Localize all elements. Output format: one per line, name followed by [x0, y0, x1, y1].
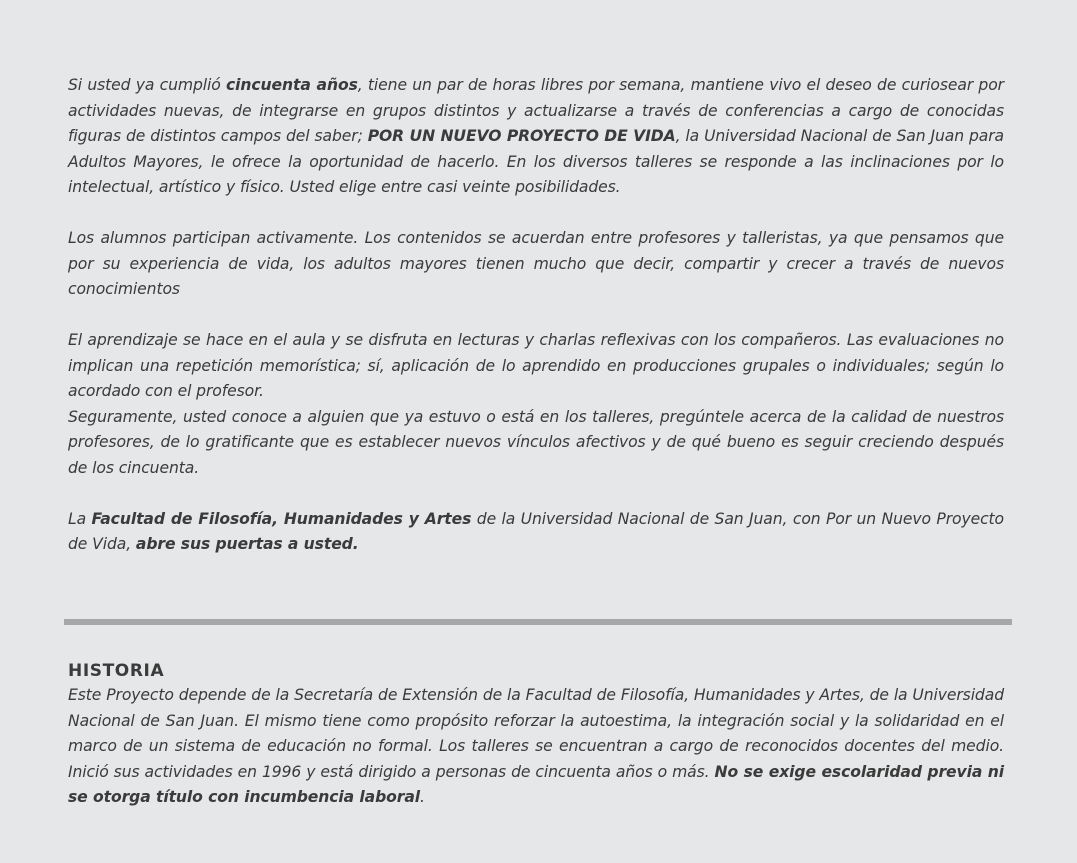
intro-text: Si usted ya cumplió: [68, 76, 226, 94]
section-divider: [64, 619, 1012, 625]
intro-text: , la Universidad Nacional de San Juan para Adultos Mayores, le ofrece la oportunidad de hacerlo. En los diversos talleres se responde a las inclinaciones por lo intelectual, artístico y físico. Usted elige entre casi veinte posibilidades.: [68, 127, 1004, 196]
historia-notice: No se exige escolaridad previa ni se otorga título con incumbencia laboral: [68, 762, 1004, 806]
closing-phrase: abre sus puertas a usted.: [135, 535, 359, 553]
program-name: POR UN NUEVO PROYECTO DE VIDA: [367, 127, 676, 145]
intro-text: , tiene un par de horas libres por semana, mantiene vivo el deseo de curiosear por actividades nuevas, de integrarse en grupos distintos y actualizarse a través de conferencias a cargo de conocidas figuras de distintos campos del saber;: [68, 76, 1004, 145]
intro-paragraph-2: Los alumnos participan activamente. Los contenidos se acuerdan entre profesores y talleristas, ya que pensamos que por su experiencia de vida, los adultos mayores tienen mucho que decir, compartir y crecer a través de nuevos conocimientos: [68, 229, 1004, 298]
faculty-name: Facultad de Filosofía, Humanidades y Artes: [91, 509, 472, 528]
intro-text: de la Universidad Nacional de San Juan, con Por un Nuevo Proyecto de Vida,: [68, 509, 1004, 553]
intro-paragraph-1: [68, 73, 1004, 201]
historia-heading: HISTORIA: [68, 661, 165, 681]
highlight-age: cincuenta años: [225, 76, 358, 94]
intro-text: La: [68, 509, 92, 528]
historia-text: Este Proyecto depende de la Secretaría de Extensión de la Facultad de Filosofía, Humanidades y Artes, de la Universidad Nacional de San Juan. El mismo tiene como propósito reforzar la autoestima, la integración social y la solidaridad en el marco de un sistema de educación no formal. Los talleres se encuentran a cargo de reconocidos docentes del medio. Inició sus actividades en 1996 y está dirigido a personas de cincuenta años o más.: [68, 686, 1004, 781]
intro-section: [68, 73, 1004, 558]
historia-text: .: [420, 788, 425, 806]
historia-section: [68, 659, 1004, 811]
intro-paragraph-3: El aprendizaje se hace en el aula y se disfruta en lecturas y charlas reflexivas con los compañeros. Las evaluaciones no implican una repetición memorística; sí, aplicación de lo aprendido en producciones grupales o individuales; según lo acordado con el profesor.: [68, 331, 1004, 400]
intro-paragraph-5: [68, 507, 1004, 558]
historia-paragraph: [68, 683, 1004, 811]
intro-paragraph-4: Seguramente, usted conoce a alguien que ya estuvo o está en los talleres, pregúntele acerca de la calidad de nuestros profesores, de lo gratificante que es establecer nuevos vínculos afectivos y de qué bueno es seguir creciendo después de los cincuenta.: [68, 407, 1004, 477]
